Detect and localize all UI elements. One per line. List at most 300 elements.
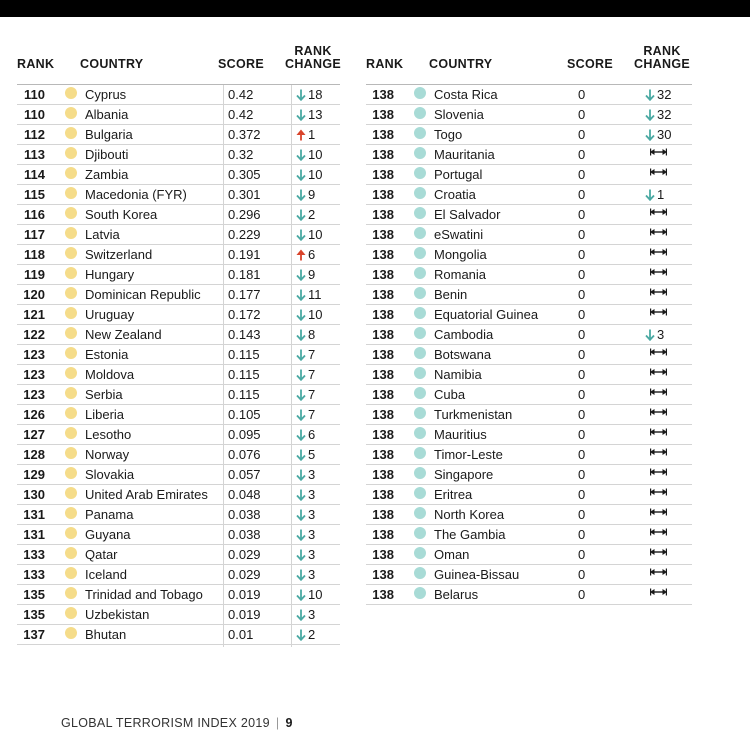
rank-value: 126	[23, 407, 45, 422]
region-dot-icon	[414, 447, 426, 459]
country-name: Croatia	[434, 187, 476, 202]
arrow-down-icon	[645, 109, 655, 121]
rank-value: 133	[23, 567, 45, 582]
country-name: Macedonia (FYR)	[85, 187, 187, 202]
country-name: The Gambia	[434, 527, 506, 542]
score-value: 0	[578, 287, 586, 302]
score-value: 0.372	[228, 127, 261, 142]
score-value: 0.048	[228, 487, 261, 502]
score-value: 0.181	[228, 267, 261, 282]
header-score: SCORE	[218, 57, 264, 71]
top-black-bar	[0, 0, 750, 17]
rank-change	[650, 587, 667, 597]
country-name: Mauritania	[434, 147, 495, 162]
rank-value: 138	[372, 387, 394, 402]
score-value: 0.115	[228, 367, 260, 382]
table-row	[366, 185, 692, 205]
arrow-down-icon	[296, 289, 306, 301]
rank-value: 118	[24, 247, 45, 262]
rank-change	[650, 407, 667, 417]
country-name: New Zealand	[85, 327, 162, 342]
score-value: 0.177	[228, 287, 261, 302]
no-change-icon	[650, 387, 667, 397]
arrow-down-icon	[296, 609, 306, 621]
region-dot-icon	[65, 387, 77, 399]
country-name: United Arab Emirates	[85, 487, 208, 502]
region-dot-icon	[65, 507, 77, 519]
arrow-down-icon	[296, 309, 306, 321]
region-dot-icon	[65, 447, 77, 459]
rank-value: 131	[23, 527, 45, 542]
rank-value: 138	[372, 427, 394, 442]
table-row	[366, 405, 692, 425]
rank-change	[296, 287, 322, 303]
region-dot-icon	[414, 167, 426, 179]
rank-value: 138	[372, 487, 394, 502]
rank-change	[296, 507, 315, 523]
no-change-icon	[650, 447, 667, 457]
rank-value: 138	[372, 127, 394, 142]
no-change-icon	[650, 167, 667, 177]
country-name: Latvia	[85, 227, 120, 242]
score-value: 0.305	[228, 167, 261, 182]
arrow-down-icon	[645, 189, 655, 201]
country-name: Equatorial Guinea	[434, 307, 539, 322]
region-dot-icon	[414, 207, 426, 219]
table-row	[366, 145, 692, 165]
region-dot-icon	[65, 407, 77, 419]
rank-change	[296, 587, 322, 603]
region-dot-icon	[414, 287, 426, 299]
rank-value: 138	[372, 107, 394, 122]
region-dot-icon	[65, 267, 77, 279]
country-name: Bulgaria	[85, 127, 133, 142]
score-value: 0	[578, 447, 586, 462]
rank-change	[645, 327, 664, 343]
score-value: 0	[578, 487, 586, 502]
rank-change	[650, 527, 667, 537]
arrow-down-icon	[296, 109, 306, 121]
arrow-down-icon	[296, 389, 306, 401]
score-value: 0.038	[228, 527, 261, 542]
rank-change	[650, 567, 667, 577]
rank-value: 123	[23, 387, 45, 402]
region-dot-icon	[414, 387, 426, 399]
score-value: 0.095	[228, 427, 261, 442]
country-name: Costa Rica	[434, 87, 498, 102]
rank-value: 110	[24, 87, 45, 102]
region-dot-icon	[65, 487, 77, 499]
rank-change	[296, 267, 315, 283]
country-name: Mauritius	[434, 427, 487, 442]
region-dot-icon	[65, 207, 77, 219]
rank-change-value: 13	[308, 107, 323, 122]
rank-change	[296, 187, 315, 203]
rank-change	[296, 167, 322, 183]
table-row	[366, 325, 692, 345]
rank-change-value: 2	[308, 627, 316, 642]
rank-change	[296, 147, 322, 163]
score-value: 0.019	[228, 607, 261, 622]
region-dot-icon	[414, 487, 426, 499]
region-dot-icon	[414, 507, 426, 519]
country-name: Oman	[434, 547, 470, 562]
header-country: COUNTRY	[80, 57, 144, 71]
footer-title: GLOBAL TERRORISM INDEX 2019	[61, 716, 270, 730]
rank-value: 138	[372, 407, 394, 422]
rank-change	[296, 527, 315, 543]
rank-change	[296, 107, 322, 123]
rank-change-value: 3	[308, 507, 316, 522]
region-dot-icon	[65, 107, 77, 119]
rank-change-value: 3	[308, 487, 316, 502]
rank-change	[645, 107, 671, 123]
rank-value: 138	[372, 367, 394, 382]
rank-change-value: 9	[308, 187, 316, 202]
table-row	[366, 165, 692, 185]
region-dot-icon	[65, 287, 77, 299]
no-change-icon	[650, 247, 667, 257]
rank-value: 138	[372, 587, 394, 602]
rank-change-value: 10	[308, 227, 323, 242]
rank-change-value: 10	[308, 587, 323, 602]
rank-value: 137	[23, 627, 45, 642]
score-value: 0.105	[228, 407, 261, 422]
rank-value: 131	[23, 507, 45, 522]
header-rank-change	[283, 45, 343, 71]
rank-value: 138	[372, 467, 394, 482]
rank-change	[650, 227, 667, 237]
rank-value: 138	[372, 347, 394, 362]
region-dot-icon	[414, 227, 426, 239]
rank-change-value: 1	[657, 187, 665, 202]
country-name: Benin	[434, 287, 468, 302]
rank-value: 123	[23, 347, 45, 362]
region-dot-icon	[65, 187, 77, 199]
no-change-icon	[650, 487, 667, 497]
table-row	[366, 565, 692, 585]
rank-value: 138	[372, 287, 394, 302]
rank-change	[296, 247, 315, 263]
rank-change	[296, 307, 322, 323]
rank-change-value: 11	[308, 287, 322, 302]
country-name: Serbia	[85, 387, 123, 402]
no-change-icon	[650, 507, 667, 517]
rank-change	[296, 467, 315, 483]
rank-change-value: 3	[657, 327, 665, 342]
region-dot-icon	[65, 327, 77, 339]
region-dot-icon	[414, 347, 426, 359]
score-value: 0.029	[228, 547, 261, 562]
rank-value: 138	[372, 147, 394, 162]
region-dot-icon	[65, 627, 77, 639]
arrow-down-icon	[296, 589, 306, 601]
no-change-icon	[650, 547, 667, 557]
country-name: Hungary	[85, 267, 135, 282]
rank-change	[296, 127, 315, 143]
region-dot-icon	[414, 367, 426, 379]
rank-change-value: 18	[308, 87, 323, 102]
rank-change	[296, 347, 315, 363]
rank-value: 115	[24, 187, 45, 202]
country-name: Cambodia	[434, 327, 494, 342]
rank-value: 138	[372, 267, 394, 282]
country-name: North Korea	[434, 507, 505, 522]
ranking-table-left	[17, 44, 340, 645]
no-change-icon	[650, 367, 667, 377]
region-dot-icon	[65, 587, 77, 599]
score-value: 0.029	[228, 567, 261, 582]
rank-value: 110	[24, 107, 45, 122]
region-dot-icon	[414, 267, 426, 279]
rank-change	[296, 567, 315, 583]
country-name: Norway	[85, 447, 130, 462]
arrow-down-icon	[296, 229, 306, 241]
rank-change	[650, 307, 667, 317]
table-row	[366, 465, 692, 485]
rank-change	[296, 607, 315, 623]
rank-change	[296, 627, 315, 643]
rank-change	[296, 327, 315, 343]
region-dot-icon	[414, 307, 426, 319]
rank-value: 127	[23, 427, 45, 442]
score-value: 0	[578, 467, 586, 482]
rank-change	[650, 447, 667, 457]
score-value: 0.115	[228, 347, 260, 362]
country-name: Bhutan	[85, 627, 127, 642]
country-name: Uruguay	[85, 307, 135, 322]
score-value: 0.076	[228, 447, 261, 462]
table-row	[366, 425, 692, 445]
rank-change-value: 30	[657, 127, 672, 142]
arrow-down-icon	[296, 569, 306, 581]
ranking-table-right	[366, 44, 692, 605]
table-row	[366, 225, 692, 245]
rank-value: 138	[372, 167, 394, 182]
table-row	[366, 365, 692, 385]
arrow-down-icon	[296, 349, 306, 361]
region-dot-icon	[414, 327, 426, 339]
score-value: 0	[578, 387, 586, 402]
score-value: 0	[578, 87, 586, 102]
rank-change	[296, 487, 315, 503]
country-name: El Salvador	[434, 207, 501, 222]
country-name: Trinidad and Tobago	[85, 587, 203, 602]
rank-change-value: 3	[308, 527, 316, 542]
rank-value: 135	[23, 587, 45, 602]
rank-change	[650, 287, 667, 297]
country-name: Qatar	[85, 547, 118, 562]
no-change-icon	[650, 307, 667, 317]
rank-change	[296, 447, 315, 463]
table-row	[366, 345, 692, 365]
rank-change-value: 7	[308, 407, 316, 422]
region-dot-icon	[65, 527, 77, 539]
table-row	[366, 505, 692, 525]
no-change-icon	[650, 227, 667, 237]
rank-value: 138	[372, 187, 394, 202]
score-value: 0	[578, 307, 586, 322]
score-value: 0.038	[228, 507, 261, 522]
rank-change-value: 10	[308, 167, 323, 182]
rank-change	[296, 207, 315, 223]
rank-value: 129	[23, 467, 45, 482]
rank-change-value: 10	[308, 307, 323, 322]
region-dot-icon	[414, 427, 426, 439]
header-rank-change-line1: RANK	[294, 44, 332, 58]
rank-change-value: 10	[308, 147, 323, 162]
region-dot-icon	[65, 547, 77, 559]
header-rank-change-line2: CHANGE	[634, 57, 690, 71]
country-name: Botswana	[434, 347, 492, 362]
table-row	[366, 265, 692, 285]
table-row	[366, 125, 692, 145]
no-change-icon	[650, 207, 667, 217]
country-name: Togo	[434, 127, 463, 142]
region-dot-icon	[414, 407, 426, 419]
rank-value: 112	[24, 127, 45, 142]
score-value: 0	[578, 527, 586, 542]
country-name: Moldova	[85, 367, 135, 382]
region-dot-icon	[414, 567, 426, 579]
header-rank-change	[632, 45, 692, 71]
table-row	[366, 545, 692, 565]
rank-change	[650, 427, 667, 437]
arrow-down-icon	[296, 449, 306, 461]
no-change-icon	[650, 287, 667, 297]
rank-change-value: 7	[308, 347, 316, 362]
rank-change-value: 3	[308, 567, 316, 582]
table-header	[366, 44, 692, 85]
rank-change	[296, 427, 315, 443]
no-change-icon	[650, 527, 667, 537]
country-name: Uzbekistan	[85, 607, 150, 622]
rank-change-value: 5	[308, 447, 316, 462]
rank-value: 128	[23, 447, 45, 462]
rank-change-value: 3	[308, 607, 316, 622]
table-header	[17, 44, 340, 85]
header-rank: RANK	[17, 57, 55, 71]
country-name: Romania	[434, 267, 487, 282]
footer-separator: |	[275, 716, 280, 730]
table-row	[366, 85, 692, 105]
arrow-down-icon	[296, 489, 306, 501]
region-dot-icon	[414, 127, 426, 139]
region-dot-icon	[414, 187, 426, 199]
score-value: 0	[578, 547, 586, 562]
rank-value: 138	[372, 87, 394, 102]
rank-change	[650, 167, 667, 177]
arrow-down-icon	[296, 149, 306, 161]
score-value: 0.115	[228, 387, 260, 402]
rank-change-value: 7	[308, 367, 316, 382]
region-dot-icon	[65, 247, 77, 259]
country-name: Estonia	[85, 347, 129, 362]
arrow-down-icon	[296, 169, 306, 181]
arrow-down-icon	[296, 529, 306, 541]
arrow-down-icon	[296, 209, 306, 221]
rank-value: 138	[372, 227, 394, 242]
country-name: Cuba	[434, 387, 466, 402]
rank-change	[296, 87, 322, 103]
table-row	[366, 105, 692, 125]
region-dot-icon	[414, 527, 426, 539]
arrow-down-icon	[296, 509, 306, 521]
no-change-icon	[650, 347, 667, 357]
header-rank-change-line1: RANK	[643, 44, 681, 58]
table-row	[366, 305, 692, 325]
country-name: eSwatini	[434, 227, 484, 242]
no-change-icon	[650, 567, 667, 577]
score-value: 0.172	[228, 307, 261, 322]
score-value: 0.229	[228, 227, 261, 242]
rank-change-value: 6	[308, 247, 316, 262]
rank-change-value: 3	[308, 467, 316, 482]
arrow-down-icon	[296, 89, 306, 101]
rank-change	[296, 227, 322, 243]
country-name: Switzerland	[85, 247, 153, 262]
country-name: Turkmenistan	[434, 407, 513, 422]
header-rank-change-line2: CHANGE	[285, 57, 341, 71]
region-dot-icon	[65, 307, 77, 319]
score-value: 0.42	[228, 87, 254, 102]
region-dot-icon	[65, 127, 77, 139]
rank-value: 138	[372, 247, 394, 262]
rank-change-value: 32	[657, 107, 672, 122]
column-divider-score	[223, 85, 224, 647]
table-row	[366, 385, 692, 405]
rank-value: 116	[24, 207, 45, 222]
country-name: Mongolia	[434, 247, 487, 262]
score-value: 0.296	[228, 207, 261, 222]
rank-change	[650, 147, 667, 157]
score-value: 0	[578, 247, 586, 262]
arrow-down-icon	[296, 469, 306, 481]
country-name: South Korea	[85, 207, 158, 222]
rank-change-value: 6	[308, 427, 316, 442]
rank-change	[645, 127, 671, 143]
score-value: 0	[578, 427, 586, 442]
country-name: Guyana	[85, 527, 131, 542]
table-row	[366, 445, 692, 465]
region-dot-icon	[65, 347, 77, 359]
score-value: 0	[578, 507, 586, 522]
table-row	[366, 525, 692, 545]
rank-change-value: 2	[308, 207, 316, 222]
rank-value: 138	[372, 527, 394, 542]
rank-change	[650, 547, 667, 557]
score-value: 0	[578, 127, 586, 142]
region-dot-icon	[65, 147, 77, 159]
score-value: 0.143	[228, 327, 261, 342]
score-value: 0	[578, 167, 586, 182]
score-value: 0	[578, 267, 586, 282]
region-dot-icon	[65, 87, 77, 99]
page-number: 9	[285, 716, 293, 730]
arrow-down-icon	[296, 629, 306, 641]
rank-change	[650, 467, 667, 477]
score-value: 0	[578, 567, 586, 582]
rank-value: 123	[23, 367, 45, 382]
table-row	[366, 585, 692, 605]
no-change-icon	[650, 147, 667, 157]
rank-change-value: 1	[308, 127, 316, 142]
score-value: 0	[578, 367, 586, 382]
rank-change	[296, 367, 315, 383]
column-divider-change	[291, 85, 292, 647]
rank-value: 138	[372, 547, 394, 562]
rank-change	[650, 387, 667, 397]
